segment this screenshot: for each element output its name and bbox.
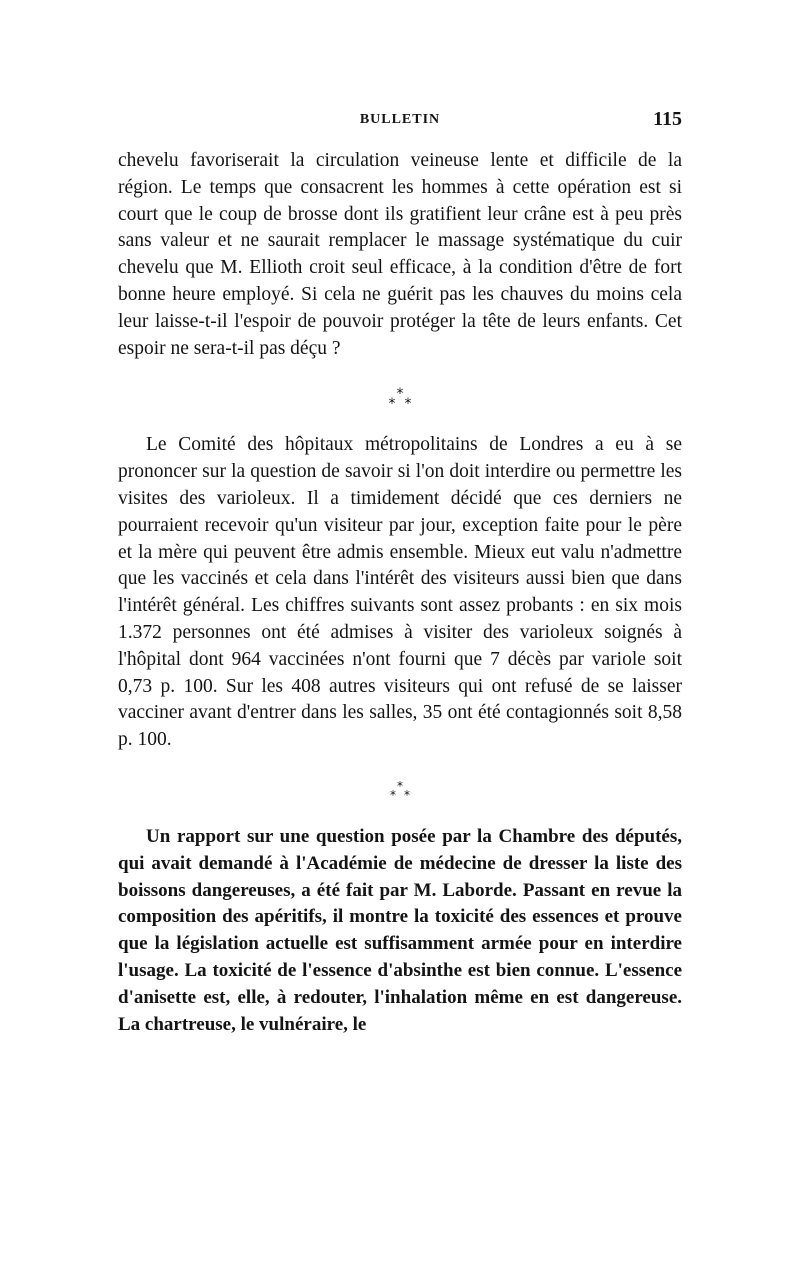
svg-text:*: *: [390, 787, 396, 802]
paragraph-london-hospitals: Le Comité des hôpitaux métropolitains de Londres a eu à se prononcer sur la question de savoir si l'on doit interdire ou permettre les visites des varioleux. Il a timidement décidé que ces derniers ne pourraient recevoir qu'un visiteur par jour, exception faite pour le père et la mère qui peuvent être admis ensemble. Mieux eut valu n'admettre que les vaccinés et cela dans l'intérêt des visiteurs aussi bien que dans l'intérêt général. Les chiffres suivants sont assez probants : en six mois 1.372 personnes ont été admises à visiter des varioleux soignés à l'hôpital dont 964 vaccinées n'ont fourni que 7 décès par variole soit 0,73 p. 100. Sur les 408 autres visiteurs qui ont refusé de se laisser vacciner avant d'entrer dans les salles, 35 ont été contagionnés soit 8,58 p. 100.: [118, 434, 682, 751]
paragraph-dangerous-drinks: Un rapport sur une question posée par la Chambre des députés, qui avait demandé à l'Académie de médecine de dresser la liste des boissons dangereuses, a été fait par M. Laborde. Passant en revue la composition des apéritifs, il montre la toxicité des essences et prouve que la législation actuelle est suffisamment armée pour en interdire l'usage. La toxicité de l'essence d'absinthe est bien connue. L'essence d'anisette est, elle, à redouter, l'inhalation même en est dangereuse. La chartreuse, le vulnéraire, le: [118, 825, 682, 1035]
running-head: [118, 108, 682, 138]
svg-text:*: *: [404, 396, 412, 413]
svg-text:*: *: [396, 386, 404, 403]
book-page: [118, 108, 682, 1038]
paragraph-massage-scalp: chevelu favoriserait la circulation veineuse lente et difficile de la région. Le temps que consacrent les hommes à cette opération est si court que le coup de brosse dont ils gratifient leur crâne est à peu près sans valeur et ne saurait remplacer le massage systématique du cuir chevelu que M. Ellioth croit seul efficace, à la condition d'être de fort bonne heure employé. Si cela ne guérit pas les chauves du moins cela leur laisse-t-il l'espoir de pouvoir protéger la tête de leurs enfants. Cet espoir ne sera-t-il pas déçu ?: [118, 150, 682, 359]
svg-text:*: *: [404, 787, 410, 802]
asterism-divider: [118, 362, 682, 432]
asterism-divider: [118, 754, 682, 824]
running-title: BULLETIN: [359, 112, 441, 127]
page-number: 115: [653, 108, 682, 130]
svg-text:*: *: [397, 778, 403, 793]
asterism-icon: [385, 778, 415, 804]
svg-text:*: *: [388, 396, 396, 413]
asterism-icon: [385, 386, 415, 412]
